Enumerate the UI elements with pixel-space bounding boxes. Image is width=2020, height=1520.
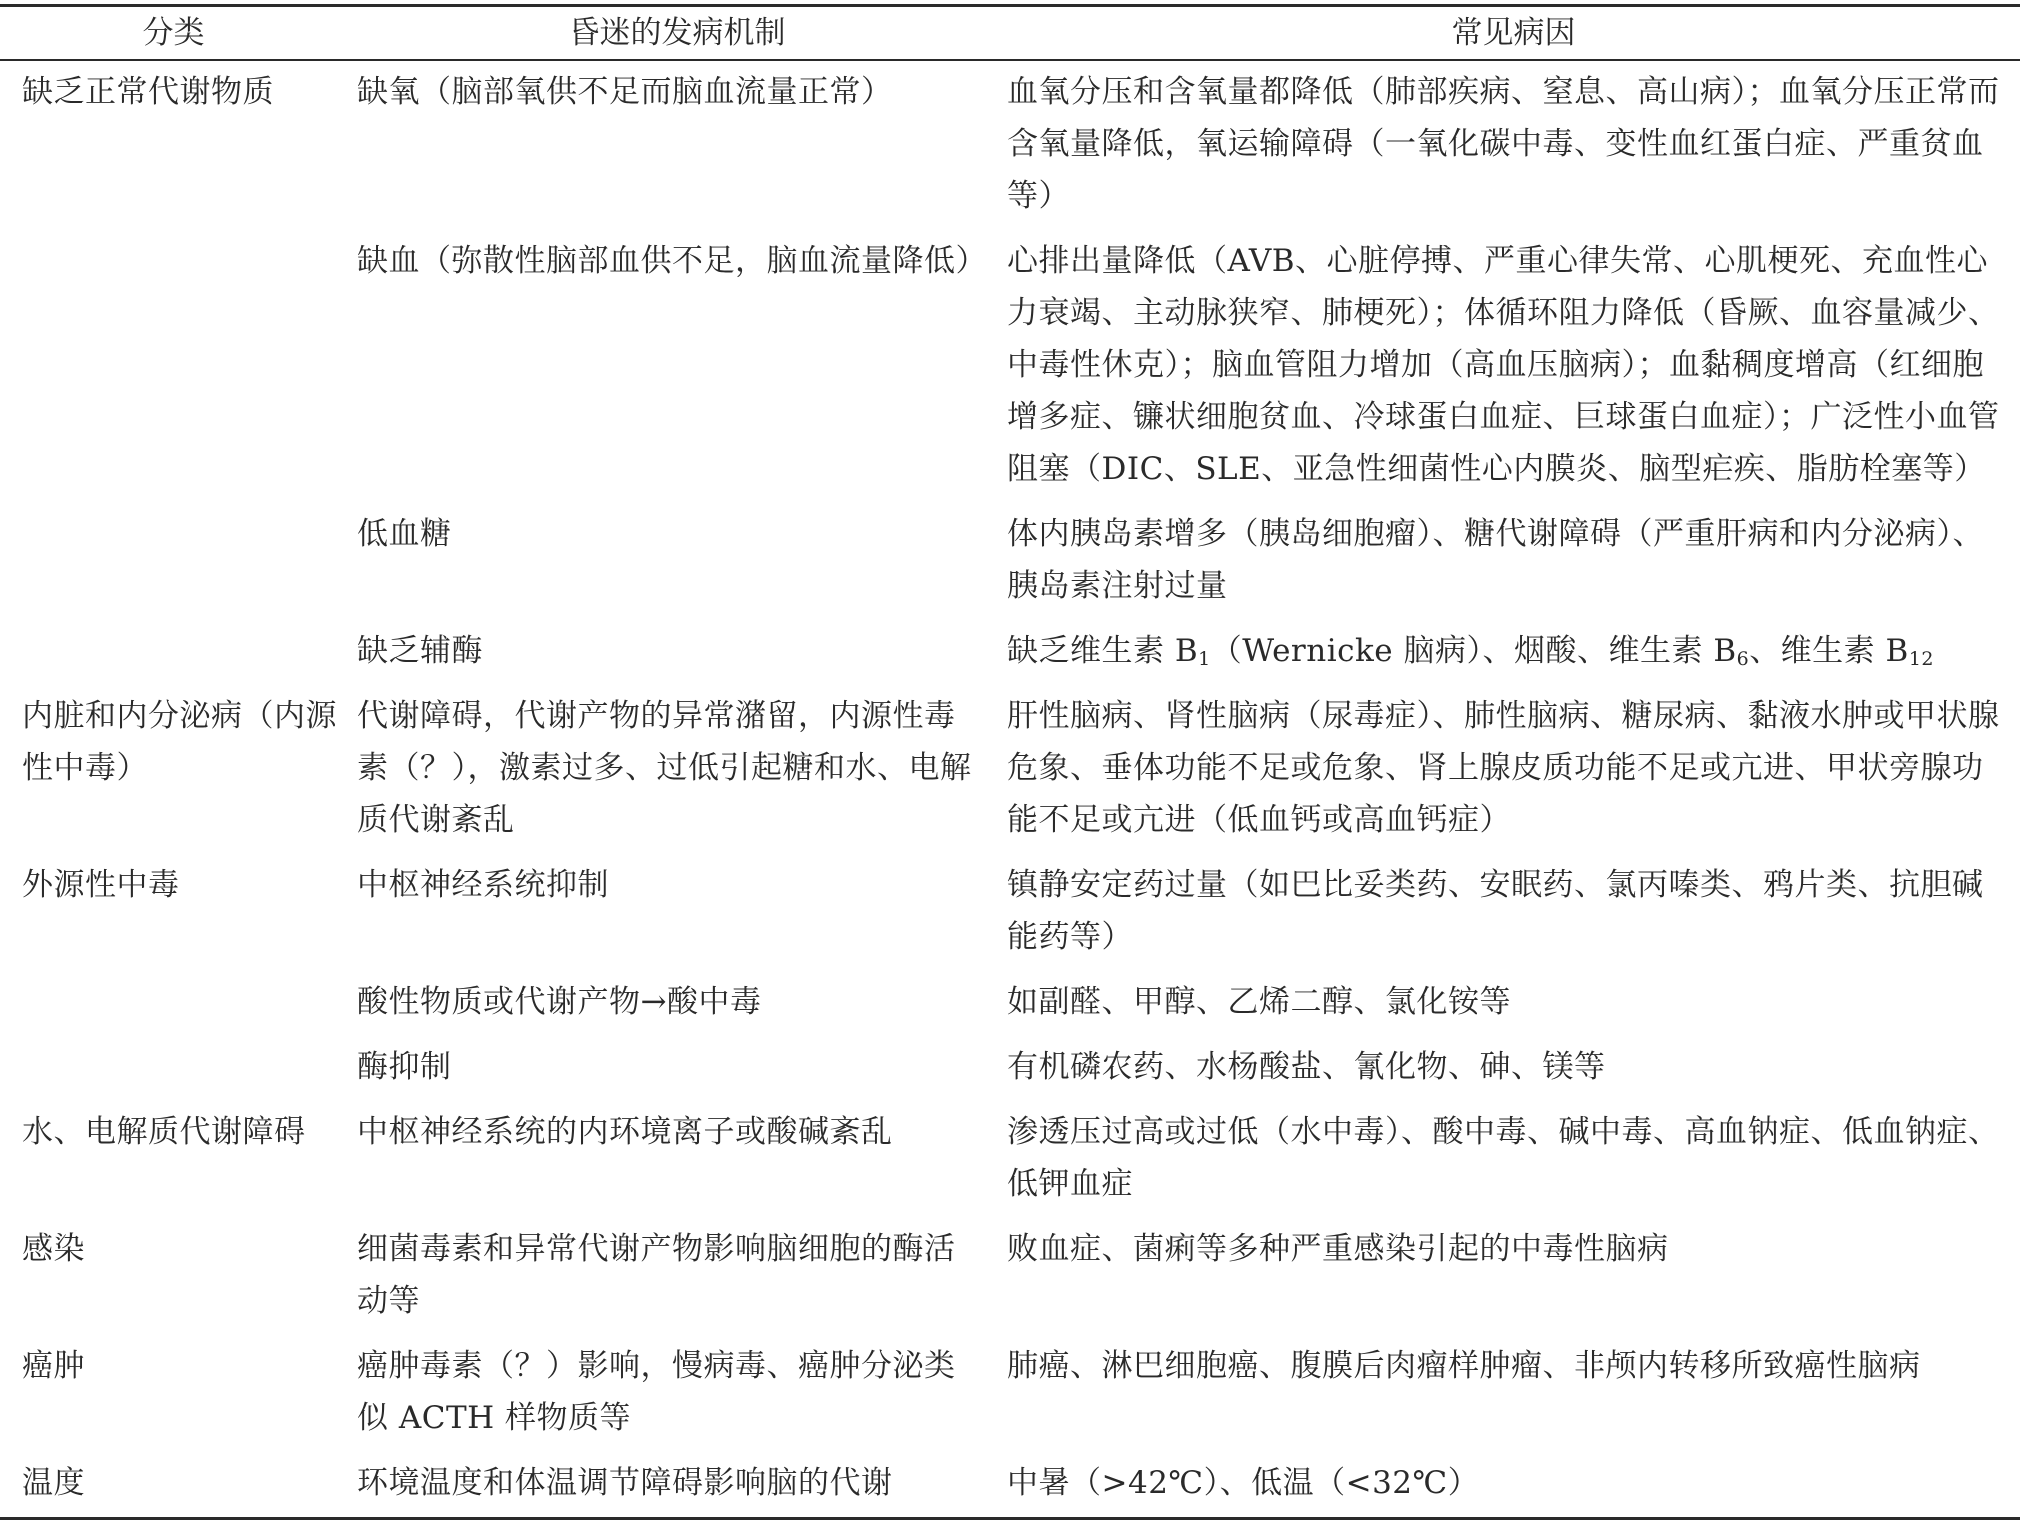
row-category — [0, 230, 347, 503]
header-category: 分类 — [142, 15, 205, 51]
row-causes: 败血症、菌痢等多种严重感染引起的中毒性脑病 — [1007, 1231, 1669, 1267]
row-mechanism: 癌肿毒素（？）影响，慢病毒、癌肿分泌类似 ACTH 样物质等 — [357, 1348, 956, 1436]
row-category: 外源性中毒 — [22, 867, 180, 903]
row-category: 癌肿 — [22, 1348, 85, 1384]
row-mechanism: 酶抑制 — [357, 1049, 452, 1085]
row-causes: 渗透压过高或过低（水中毒）、酸中毒、碱中毒、高血钠症、低血钠症、低钾血症 — [1007, 1114, 2000, 1202]
row-category — [0, 1036, 347, 1101]
row-mechanism: 中枢神经系统抑制 — [357, 867, 609, 903]
row-mechanism: 酸性物质或代谢产物→酸中毒 — [357, 984, 762, 1020]
row-category: 水、电解质代谢障碍 — [22, 1114, 306, 1150]
row-category — [0, 971, 347, 1036]
row-mechanism: 环境温度和体温调节障碍影响脑的代谢 — [357, 1465, 893, 1501]
row-causes: 肺癌、淋巴细胞癌、腹膜后肉瘤样肿瘤、非颅内转移所致癌性脑病 — [1007, 1348, 1921, 1384]
row-category: 缺乏正常代谢物质 — [22, 74, 274, 110]
row-causes — [1007, 620, 2020, 685]
row-category: 内脏和内分泌病（内源性中毒） — [22, 698, 337, 786]
table-row — [0, 971, 2020, 1036]
row-category — [0, 503, 347, 620]
table-row — [0, 60, 2020, 230]
causes-text: 、维生素 B — [1749, 633, 1909, 669]
table-row — [0, 230, 2020, 503]
table-row — [0, 1036, 2020, 1101]
coma-mechanism-table — [0, 4, 2020, 1520]
table-header-row — [0, 6, 2020, 61]
row-mechanism: 缺血（弥散性脑部血供不足，脑血流量降低） — [357, 243, 987, 279]
table-row — [0, 685, 2020, 854]
header-causes: 常见病因 — [1451, 15, 1576, 51]
row-category — [0, 620, 347, 685]
table-row — [0, 1218, 2020, 1335]
subscript: 12 — [1908, 648, 1935, 670]
table-row — [0, 503, 2020, 620]
table-row — [0, 620, 2020, 685]
table-row — [0, 1452, 2020, 1519]
row-causes: 有机磷农药、水杨酸盐、氰化物、砷、镁等 — [1007, 1049, 1606, 1085]
row-causes: 心排出量降低（AVB、心脏停搏、严重心律失常、心肌梗死、充血性心力衰竭、主动脉狭窄、肺梗死）；体循环阻力降低（昏厥、血容量减少、中毒性休克）；脑血管阻力增加（高血压脑病）；血黏稠度增高（红细胞增多症、镰状细胞贫血、冷球蛋白血症、巨球蛋白血症）；广泛性小血管阻塞（DIC、SLE、亚急性细菌性心内膜炎、脑型疟疾、脂肪栓塞等） — [1007, 243, 2000, 487]
row-mechanism: 代谢障碍，代谢产物的异常潴留，内源性毒素（？），激素过多、过低引起糖和水、电解质代谢紊乱 — [357, 698, 972, 838]
row-causes: 如副醛、甲醇、乙烯二醇、氯化铵等 — [1007, 984, 1511, 1020]
table-row — [0, 1335, 2020, 1452]
row-category: 感染 — [22, 1231, 85, 1267]
row-category: 温度 — [22, 1465, 85, 1501]
row-mechanism: 缺氧（脑部氧供不足而脑血流量正常） — [357, 74, 893, 110]
row-causes: 体内胰岛素增多（胰岛细胞瘤）、糖代谢障碍（严重肝病和内分泌病）、胰岛素注射过量 — [1007, 516, 1984, 604]
table-row — [0, 1101, 2020, 1218]
row-mechanism: 缺乏辅酶 — [357, 633, 483, 669]
header-mechanism: 昏迷的发病机制 — [568, 15, 786, 51]
row-mechanism: 中枢神经系统的内环境离子或酸碱紊乱 — [357, 1114, 893, 1150]
causes-text: （Wernicke 脑病）、烟酸、维生素 B — [1210, 633, 1737, 669]
subscript: 1 — [1198, 648, 1211, 670]
row-causes: 血氧分压和含氧量都降低（肺部疾病、窒息、高山病）；血氧分压正常而含氧量降低，氧运输障碍（一氧化碳中毒、变性血红蛋白症、严重贫血等） — [1007, 74, 2000, 214]
table-row — [0, 854, 2020, 971]
row-causes: 中暑（>42℃）、低温（<32℃） — [1007, 1465, 1480, 1501]
row-mechanism: 低血糖 — [357, 516, 452, 552]
row-causes: 肝性脑病、肾性脑病（尿毒症）、肺性脑病、糖尿病、黏液水肿或甲状腺危象、垂体功能不足或危象、肾上腺皮质功能不足或亢进、甲状旁腺功能不足或亢进（低血钙或高血钙症） — [1007, 698, 2000, 838]
subscript: 6 — [1736, 648, 1750, 670]
causes-text: 缺乏维生素 B — [1007, 633, 1199, 669]
row-mechanism: 细菌毒素和异常代谢产物影响脑细胞的酶活动等 — [357, 1231, 956, 1319]
row-causes: 镇静安定药过量（如巴比妥类药、安眠药、氯丙嗪类、鸦片类、抗胆碱能药等） — [1007, 867, 1984, 955]
